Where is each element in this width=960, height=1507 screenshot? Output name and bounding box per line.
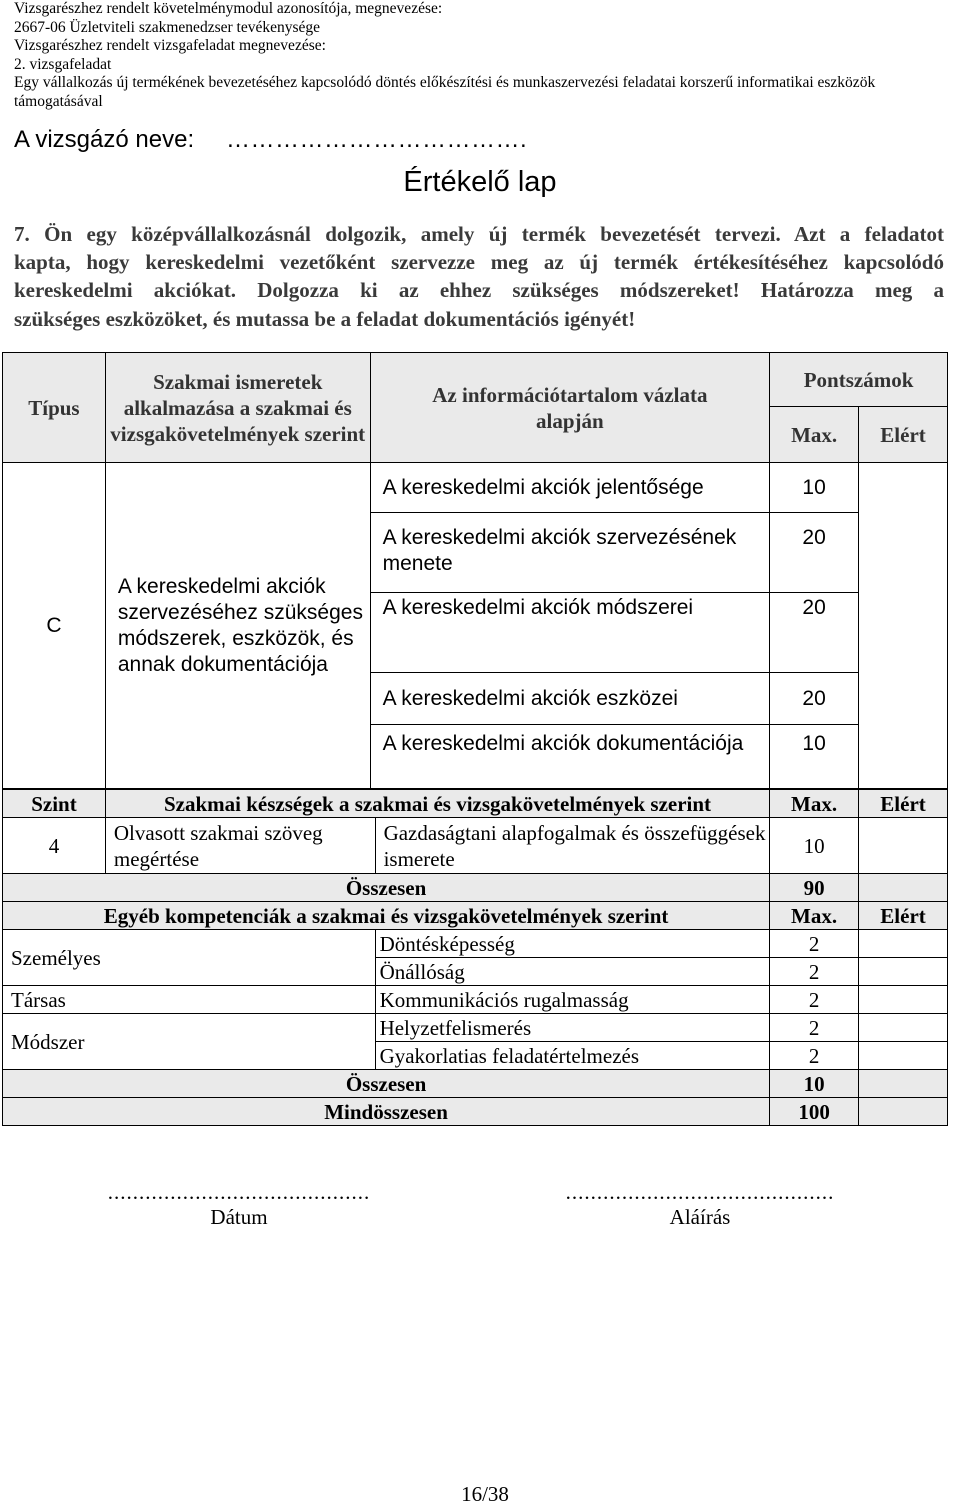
- subtotal-label: Összesen: [3, 1070, 770, 1098]
- other-achieved-header: Elért: [859, 902, 948, 930]
- header-line-module-label: Vizsgarészhez rendelt követelménymodul azonosítója, megnevezése:: [14, 0, 443, 17]
- skill-item: Olvasott szakmai szöveg megértése: [105, 818, 375, 874]
- knowledge-scoring-table: [2, 352, 948, 789]
- header-line-module-name: 2667-06 Üzletviteli szakmenedzser tevékenysége: [14, 18, 321, 36]
- competency-group: Társas: [3, 986, 376, 1014]
- max-points: 20: [770, 593, 859, 673]
- info-item: A kereskedelmi akciók szervezésének menete: [370, 513, 770, 593]
- max-points: 10: [770, 463, 859, 513]
- subtotal-achieved-cell[interactable]: [859, 1070, 948, 1098]
- skills-max-header: Max.: [770, 790, 859, 818]
- subtotal-achieved-cell[interactable]: [859, 874, 948, 902]
- grand-total-label: Mindösszesen: [3, 1098, 770, 1126]
- task-line: kereskedelmi akciókat. Dolgozza ki az ehhez szükséges módszereket! Határozza meg a: [14, 278, 944, 303]
- competency-achieved-cell[interactable]: [859, 930, 948, 958]
- info-item: A kereskedelmi akciók dokumentációja: [370, 725, 770, 789]
- competency-max: 2: [770, 930, 859, 958]
- achieved-points-cell[interactable]: [859, 463, 948, 789]
- skill-max: 10: [770, 818, 859, 874]
- header-line-task-title-cont: támogatásával: [14, 92, 103, 110]
- competency-achieved-cell[interactable]: [859, 1014, 948, 1042]
- info-item: A kereskedelmi akciók módszerei: [370, 593, 770, 673]
- competency-max: 2: [770, 1042, 859, 1070]
- competency-item: Önállóság: [375, 958, 770, 986]
- info-item: A kereskedelmi akciók eszközei: [370, 673, 770, 725]
- page-title: Értékelő lap: [403, 166, 557, 198]
- subtotal-label: Összesen: [3, 874, 770, 902]
- subtotal-value: 10: [770, 1070, 859, 1098]
- competency-achieved-cell[interactable]: [859, 986, 948, 1014]
- task-line: 7. Ön egy középvállalkozásnál dolgozik, amely új termék bevezetését tervezi. Azt a feladatot: [14, 222, 944, 246]
- skills-scoring-table: [2, 789, 948, 1126]
- skills-achieved-header: Elért: [859, 790, 948, 818]
- competency-group: Személyes: [3, 930, 376, 986]
- candidate-name-label: A vizsgázó neve:: [14, 126, 195, 153]
- task-line: szükséges eszközöket, és mutassa be a feladat dokumentációs igényét!: [14, 306, 636, 331]
- points-header: Pontszámok: [770, 353, 948, 407]
- signature-line[interactable]: ...........................................: [565, 1180, 835, 1204]
- type-header: Típus: [3, 353, 106, 463]
- page-number: 16/38: [461, 1482, 509, 1506]
- document-header: [14, 0, 944, 112]
- competency-group: Módszer: [3, 1014, 376, 1070]
- subtotal-value: 90: [770, 874, 859, 902]
- info-header: Az információtartalom vázlata alapján: [370, 353, 770, 463]
- header-line-task-label: Vizsgarészhez rendelt vizsgafeladat megnevezése:: [14, 37, 326, 55]
- level-header: Szint: [3, 790, 106, 818]
- date-line[interactable]: ..........................................: [107, 1180, 371, 1204]
- candidate-name-row: [14, 124, 944, 158]
- competency-item: Döntésképesség: [375, 930, 770, 958]
- competency-achieved-cell[interactable]: [859, 958, 948, 986]
- candidate-name-field[interactable]: ……………………………….: [226, 126, 528, 153]
- task-description: [14, 220, 944, 333]
- other-competencies-header: Egyéb kompetenciák a szakmai és vizsgakövetelmények szerint: [3, 902, 770, 930]
- skill-item: Gazdaságtani alapfogalmak és összefüggések ismerete: [375, 818, 770, 874]
- info-item: A kereskedelmi akciók jelentősége: [370, 463, 770, 513]
- date-signature-block: [104, 1180, 374, 1230]
- max-header: Max.: [770, 407, 859, 463]
- competency-max: 2: [770, 1014, 859, 1042]
- knowledge-header: Szakmai ismeretek alkalmazása a szakmai és vizsgakövetelmények szerint: [105, 353, 370, 463]
- skill-achieved-cell[interactable]: [859, 818, 948, 874]
- achieved-header: Elért: [859, 407, 948, 463]
- competency-item: Gyakorlatias feladatértelmezés: [375, 1042, 770, 1070]
- competency-item: Kommunikációs rugalmasság: [375, 986, 770, 1014]
- competency-item: Helyzetfelismerés: [375, 1014, 770, 1042]
- competency-max: 2: [770, 958, 859, 986]
- other-max-header: Max.: [770, 902, 859, 930]
- knowledge-value: A kereskedelmi akciók szervezéséhez szükséges módszerek, eszközök, és annak dokumentációja: [105, 463, 370, 789]
- header-line-task-number: 2. vizsgafeladat: [14, 55, 112, 73]
- date-label: Dátum: [210, 1205, 268, 1229]
- signature-block: [560, 1180, 840, 1230]
- grand-total-value: 100: [770, 1098, 859, 1126]
- level-value: 4: [3, 818, 106, 874]
- max-points: 20: [770, 673, 859, 725]
- signature-label: Aláírás: [669, 1205, 731, 1229]
- max-points: 10: [770, 725, 859, 789]
- competency-max: 2: [770, 986, 859, 1014]
- task-line: kapta, hogy kereskedelmi vezetőként szervezze meg az új termék értékesítéséhez kapcsolódó: [14, 250, 944, 275]
- skills-header: Szakmai készségek a szakmai és vizsgakövetelmények szerint: [105, 790, 769, 818]
- max-points: 20: [770, 513, 859, 593]
- header-line-task-title: Egy vállalkozás új termékének bevezetéséhez kapcsolódó döntés előkészítési és munkaszervezési feladatai korszerű informatikai eszközök: [14, 74, 876, 92]
- competency-achieved-cell[interactable]: [859, 1042, 948, 1070]
- grand-total-achieved-cell[interactable]: [859, 1098, 948, 1126]
- type-value: C: [3, 463, 106, 789]
